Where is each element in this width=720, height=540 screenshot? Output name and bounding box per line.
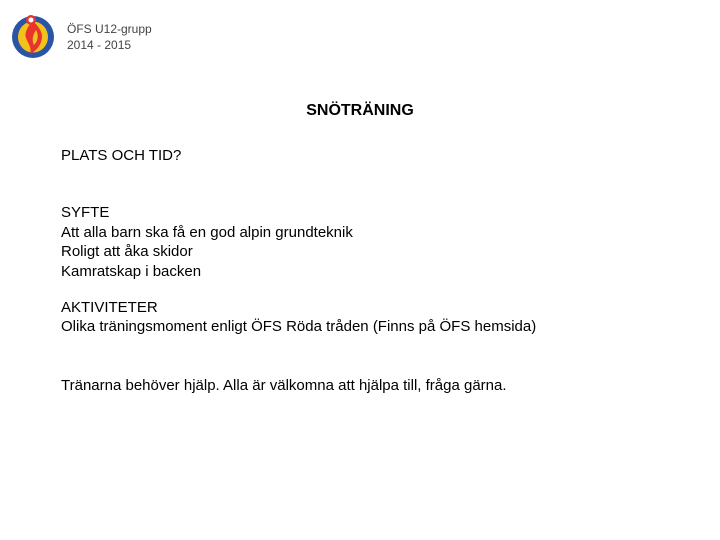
purpose-heading: SYFTE xyxy=(61,204,110,222)
club-crest-icon xyxy=(10,12,56,60)
purpose-line: Att alla barn ska få en god alpin grundteknik xyxy=(61,223,353,241)
season: 2014 - 2015 xyxy=(67,38,132,52)
purpose-line: Roligt att åka skidor xyxy=(61,243,193,261)
place-time-heading: PLATS OCH TID? xyxy=(61,147,182,164)
header-org-info xyxy=(67,21,152,53)
page-title-text: SNÖTRÄNING xyxy=(306,102,414,119)
activities-line: Olika träningsmoment enligt ÖFS Röda tråden (Finns på ÖFS hemsida) xyxy=(61,318,537,336)
activities-heading: AKTIVITETER xyxy=(61,299,158,317)
page-title xyxy=(0,101,720,121)
document-body xyxy=(61,146,701,395)
org-name: ÖFS U12-grupp xyxy=(67,22,152,36)
closing-line: Tränarna behöver hjälp. Alla är välkomna att hjälpa till, fråga gärna. xyxy=(61,376,507,394)
purpose-line: Kamratskap i backen xyxy=(61,262,202,280)
